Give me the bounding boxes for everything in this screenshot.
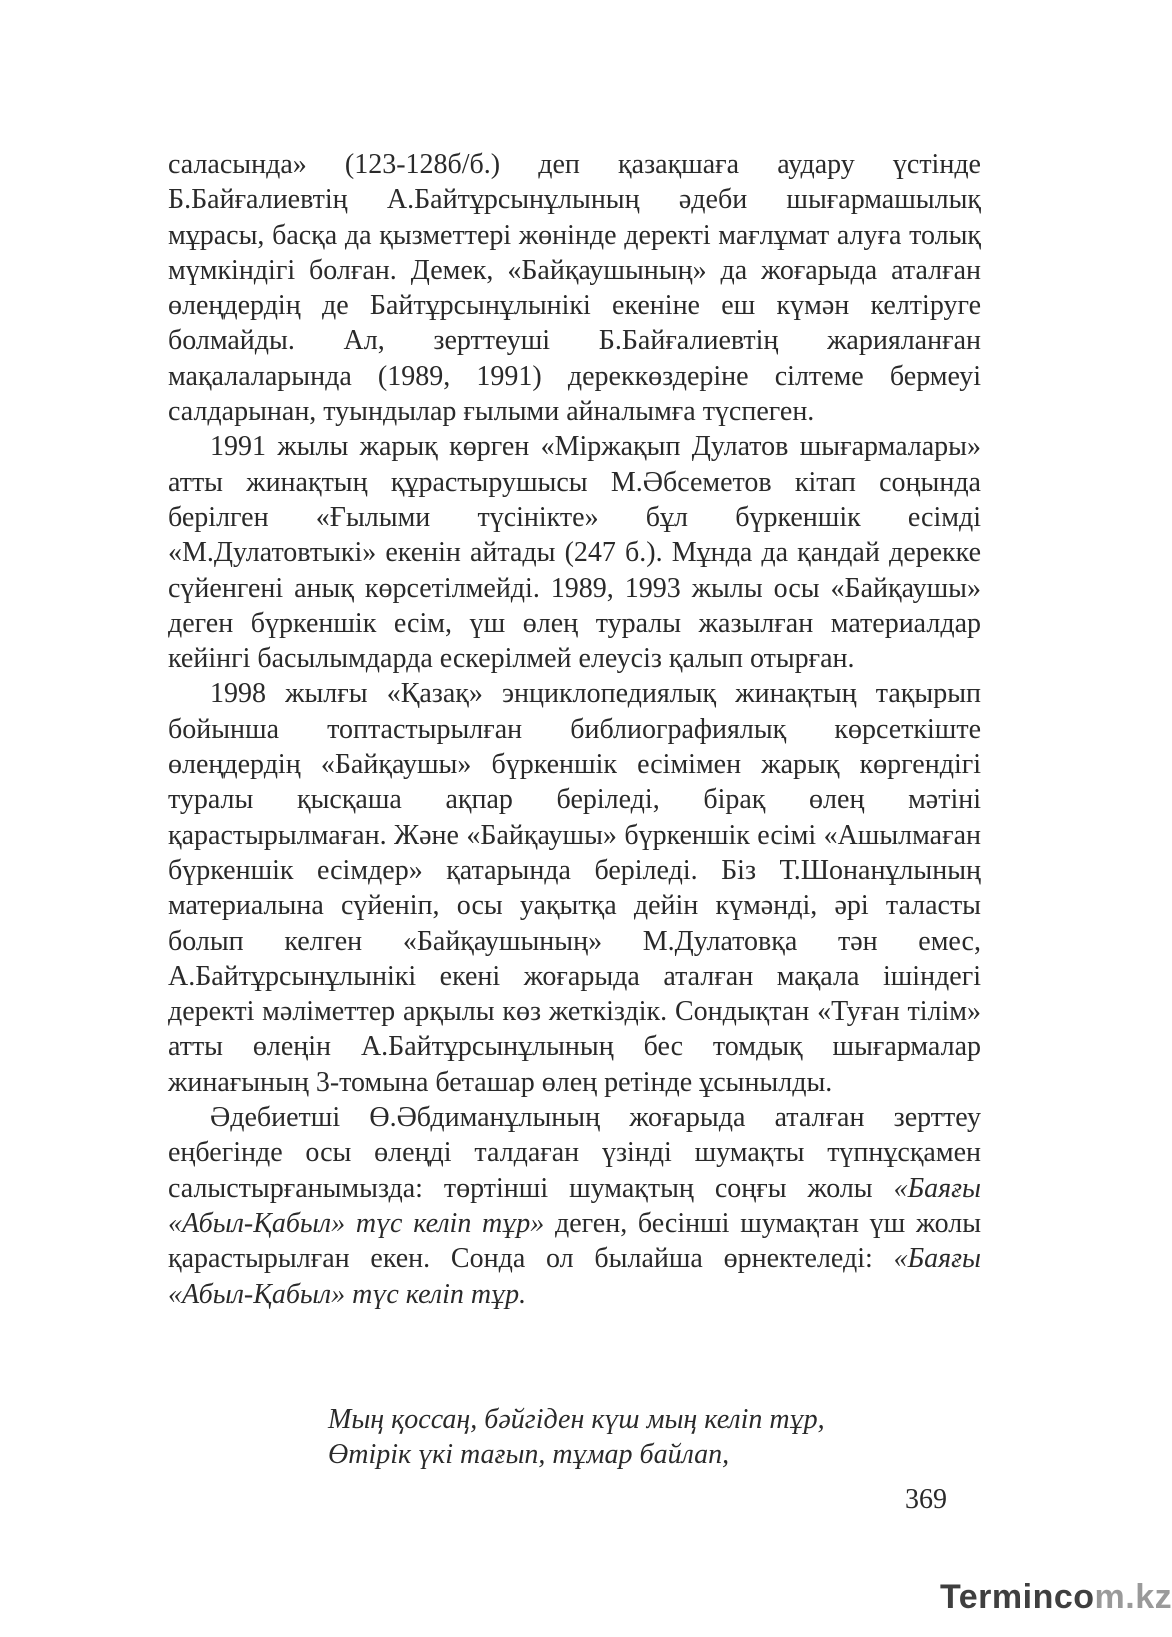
poem-excerpt: [328, 1402, 825, 1472]
paragraph-text: деген, бесінші шумақтан үш жолы қарастырылған екен. Сонда ол былайша өрнектеледі:: [168, 1207, 982, 1275]
italic-quote: «Баяғы «Абыл-Қабыл» түс келіп тұр.: [168, 1243, 981, 1310]
paragraph: [168, 1100, 981, 1312]
paragraph: 1991 жылы жарық көрген «Міржақып Дулатов шығармалары» атты жинақтың құрастырушысы М.Әбсеметов кітап соңында берілген «Ғылыми түсінікте» бұл бүркеншік есімді «М.Дулатовтыкі» екенін айтады (247 б.). Мұнда да қандай дерекке сүйенгені анық көрсетілмейді. 1989, 1993 жылы осы «Байқаушы» деген бүркеншік есім, үш өлең туралы жазылған материалдар кейінгі басылымдарда ескерілмей елеусіз қалып отырған.: [168, 431, 981, 675]
poem-line: Өтірік үкі тағып, тұмар байлап,: [328, 1439, 730, 1470]
body-text: [168, 147, 981, 1312]
poem-line: Мың қоссаң, бәйгіден күш мың келіп тұр,: [328, 1404, 825, 1435]
paragraph: 1998 жылғы «Қазақ» энциклопедиялық жинақтың тақырып бойынша топтастырылған библиографиялық көрсеткіште өлеңдердің «Байқаушы» бүркеншік есімімен жарық көргендігі туралы қысқаша ақпар беріледі, бірақ өлең мәтіні қарастырылмаған. Және «Байқаушы» бүркеншік есімі «Ашылмаған бүркеншік есімдер» қатарында беріледі. Біз Т.Шонанұлының материалына сүйеніп, осы уақытқа дейін күмәнді, әрі таласты болып келген «Байқаушының» М.Дулатовқа тән емес, А.Байтұрсынұлынікі екені жоғарыда аталған мақала ішіндегі деректі мәліметтер арқылы көз жеткіздік. Сондықтан «Туған тілім» атты өлеңін А.Байтұрсынұлының бес томдық шығармалар жинағының 3-томына беташар өлең ретінде ұсынылды.: [168, 678, 981, 1098]
site-watermark-logo: [940, 1578, 1172, 1617]
italic-quote: «Баяғы «Абыл-Қабыл» түс келіп тұр»: [168, 1172, 981, 1239]
paragraph: саласында» (123-128б/б.) деп қазақшаға аудару үстінде Б.Байғалиевтің А.Байтұрсынұлының әдеби шығармашылық мұрасы, басқа да қызметтері жөнінде деректі мағлұмат алуға толық мүмкіндігі болған. Демек, «Байқаушының» да жоғарыда аталған өлеңдердің де Байтұрсынұлынікі екеніне еш күмән келтіруге болмайды. Ал, зерттеуші Б.Байғалиевтің жарияланған мақалаларында (1989, 1991) дереккөздеріне сілтеме бермеуі салдарынан, туындылар ғылыми айналымға түспеген.: [168, 149, 981, 428]
watermark-text: Termincо: [940, 1578, 1095, 1616]
paragraph-text: Әдебиетші Ө.Әбдиманұлының жоғарыда аталған зерттеу еңбегінде осы өлеңді талдаған үзінді шумақты түпнұсқамен салыстырғанымызда: төртінші шумақтың соңғы жолы: [168, 1102, 981, 1204]
page-number: 369: [905, 1484, 947, 1515]
watermark-text: m.kz: [1094, 1578, 1172, 1616]
